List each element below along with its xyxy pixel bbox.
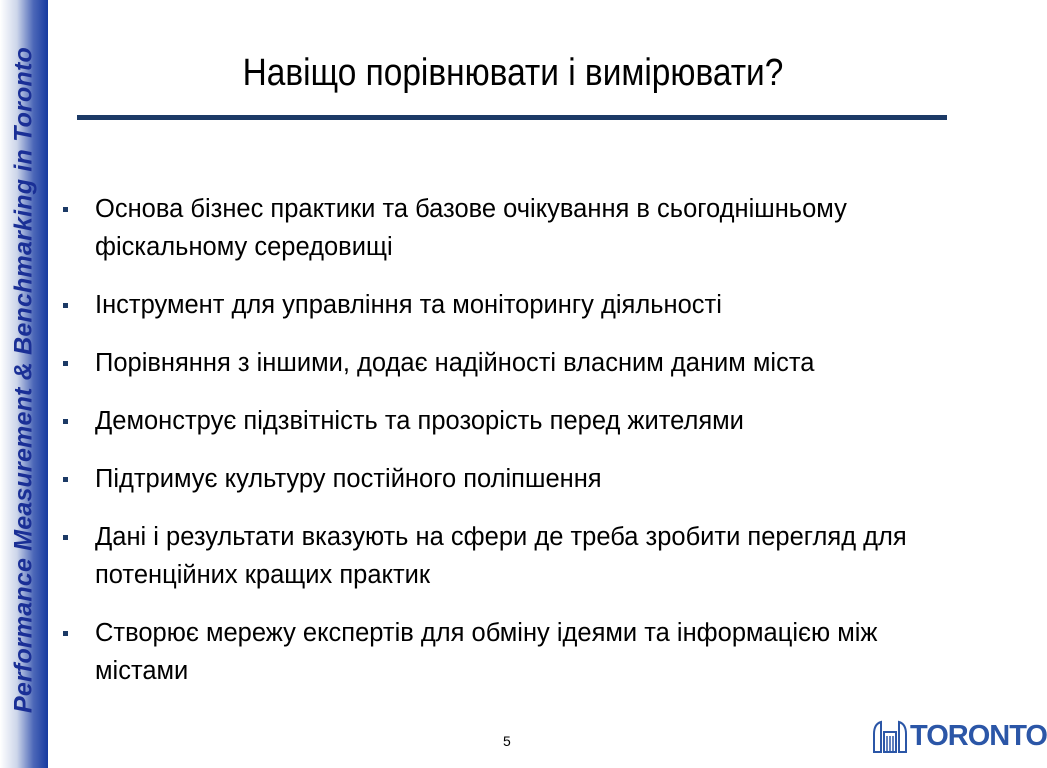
bullet-square-icon xyxy=(63,631,68,636)
bullet-item xyxy=(60,190,960,266)
vertical-title: Performance Measurement & Benchmarking in Toronto xyxy=(9,47,38,713)
bullet-item xyxy=(60,460,960,498)
bullet-square-icon xyxy=(63,477,68,482)
page-number: 5 xyxy=(503,733,511,749)
bullet-text: Дані і результати вказують на сфери де треба зробити перегляд для потенційних кращих практик xyxy=(95,523,907,589)
bullet-text: Створює мережу експертів для обміну ідеями та інформацією між містами xyxy=(95,619,878,685)
bullet-square-icon xyxy=(63,207,68,212)
bullet-item xyxy=(60,402,960,440)
toronto-logo xyxy=(872,716,1047,756)
bullet-square-icon xyxy=(63,303,68,308)
bullet-text: Порівняння з іншими, додає надійності власним даним міста xyxy=(95,349,815,377)
toronto-city-hall-icon xyxy=(872,718,908,754)
bullet-item xyxy=(60,286,960,324)
bullet-text: Демонструє підзвітність та прозорість перед жителями xyxy=(95,407,744,435)
bullet-item xyxy=(60,344,960,382)
title-divider xyxy=(77,115,947,120)
logo-text: TORONTO xyxy=(910,720,1047,752)
bullet-square-icon xyxy=(63,419,68,424)
bullet-square-icon xyxy=(63,535,68,540)
bullet-text: Основа бізнес практики та базове очікування в сьогоднішньому фіскальному середовищі xyxy=(95,195,847,261)
bullet-square-icon xyxy=(63,361,68,366)
bullet-text: Підтримує культуру постійного поліпшення xyxy=(95,465,602,493)
slide-title: Навіщо порівнювати і вимірювати? xyxy=(242,52,784,94)
bullet-item xyxy=(60,614,960,690)
bullet-text: Інструмент для управління та моніторингу діяльності xyxy=(95,291,722,319)
bullet-list xyxy=(60,190,960,710)
bullet-item xyxy=(60,518,960,594)
